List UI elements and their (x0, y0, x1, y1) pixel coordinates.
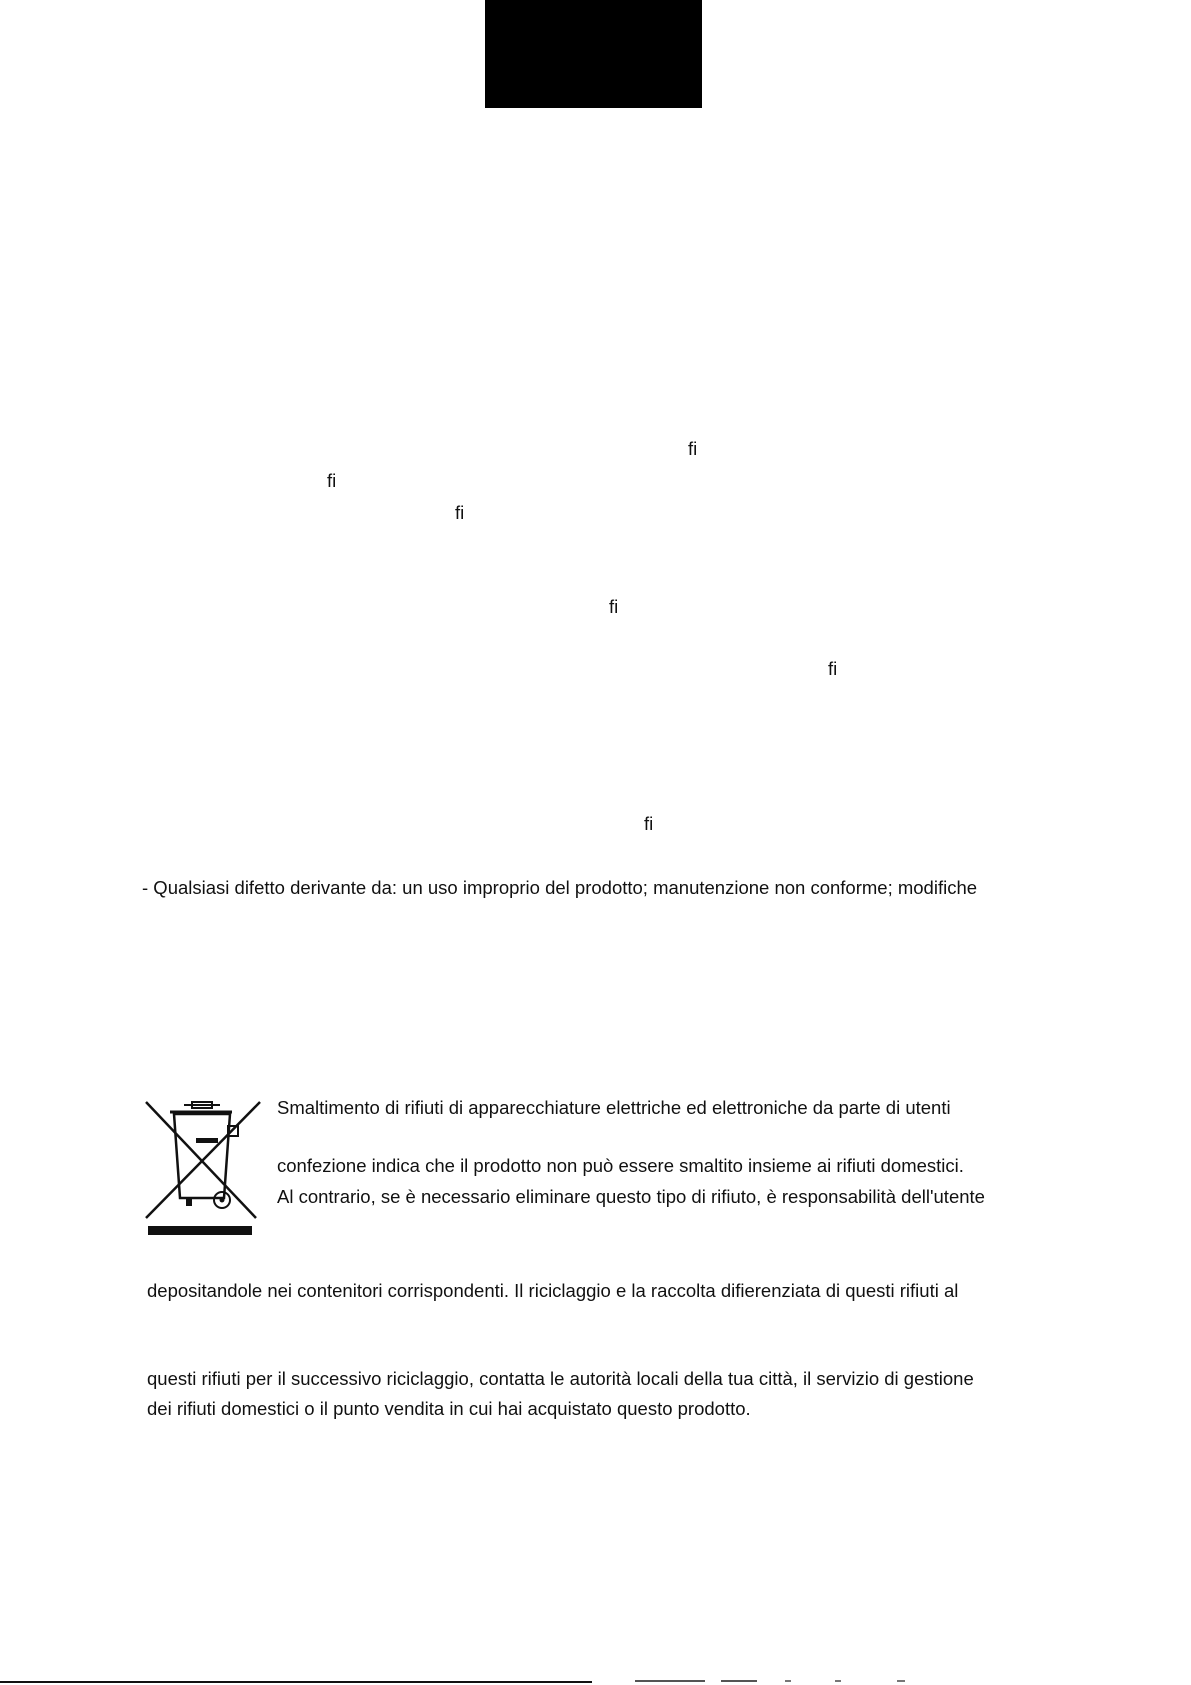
recycling-text-line: dei rifiuti domestici o il punto vendita in cui hai acquistato questo prodotto. (147, 1398, 751, 1419)
recycling-text-line: depositandole nei contenitori corrispondenti. Il riciclaggio e la raccolta difierenziata di questi rifiuti al (147, 1280, 959, 1301)
fi-ligature-glyph: ﬁ (688, 438, 698, 459)
warranty-exclusion-text: - Qualsiasi difetto derivante da: un uso improprio del prodotto; manutenzione non conforme; modifiche (142, 877, 978, 898)
weee-heading-text: Smaltimento di rifiuti di apparecchiature elettriche ed elettroniche da parte di utenti (277, 1097, 951, 1118)
footer-rule (0, 1681, 592, 1683)
fi-ligature-glyph: ﬁ (828, 658, 838, 679)
fi-ligature-glyph: ﬁ (644, 813, 654, 834)
crossed-out-wheelie-bin-icon (144, 1098, 264, 1238)
header-black-block (485, 0, 702, 108)
footer-marks (635, 1679, 925, 1683)
recycling-text-line: questi rifiuti per il successivo riciclaggio, contatta le autorità locali della tua città, il servizio di gestione (147, 1368, 974, 1389)
fi-ligature-glyph: ﬁ (609, 596, 619, 617)
fi-ligature-glyph: ﬁ (455, 502, 465, 523)
weee-body-line: Al contrario, se è necessario eliminare questo tipo di rifiuto, è responsabilità dell'utente (277, 1186, 985, 1207)
weee-body-line: confezione indica che il prodotto non può essere smaltito insieme ai rifiuti domestici. (277, 1155, 964, 1176)
fi-ligature-glyph: ﬁ (327, 470, 337, 491)
